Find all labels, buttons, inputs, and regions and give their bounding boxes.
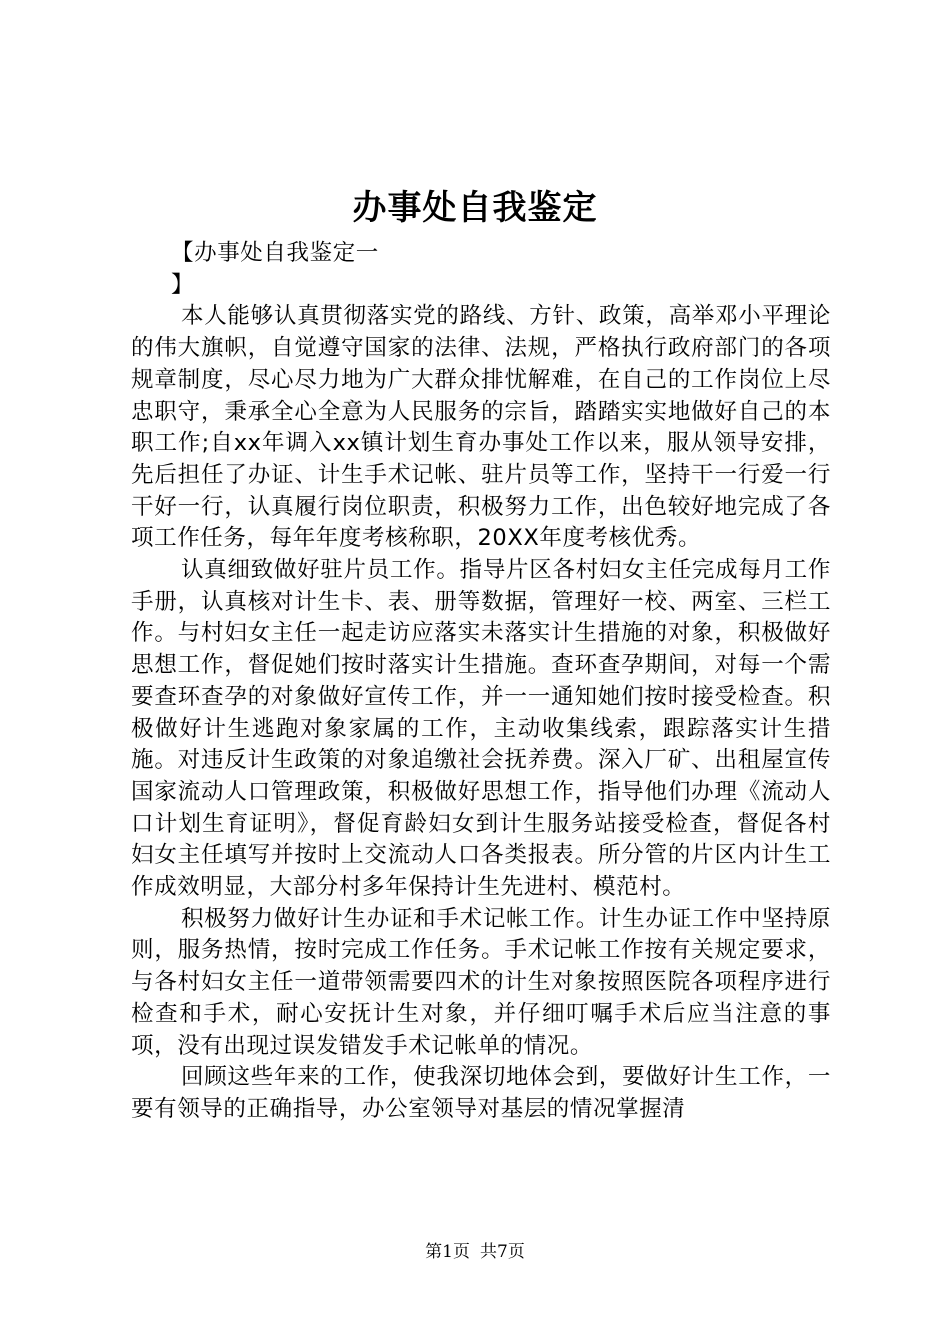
paragraph-4: 回顾这些年来的工作，使我深切地体会到，要做好计生工作，一要有领导的正确指导，办公室领导对基层的情况掌握清 bbox=[131, 1064, 831, 1122]
paragraph-1: 本人能够认真贯彻落实党的路线、方针、政策，高举邓小平理论的伟大旗帜，自觉遵守国家的法律、法规，严格执行政府部门的各项规章制度，尽心尽力地为广大群众排忧解难，在自己的工作岗位上尽忠职守，秉承全心全意为人民服务的宗旨，踏踏实实地做好自己的本职工作;自xx年调入xx镇计划生育办事处工作以来，服从领导安排，先后担任了办证、计生手术记帐、驻片员等工作，坚持干一行爱一行干好一行，认真履行岗位职责，积极努力工作，出色较好地完成了各项工作任务，每年年度考核称职，20XX年度考核优秀。 bbox=[131, 303, 831, 552]
paragraph-2: 认真细致做好驻片员工作。指导片区各村妇女主任完成每月工作手册，认真核对计生卡、表、册等数据，管理好一校、两室、三栏工作。与村妇女主任一起走访应落实未落实计生措施的对象，积极做好思想工作，督促她们按时落实计生措施。查环查孕期间，对每一个需要查环查孕的对象做好宣传工作，并一一通知她们按时接受检查。积极做好计生逃跑对象家属的工作，主动收集线索，跟踪落实计生措施。对违反计生政策的对象追缴社会抚养费。深入厂矿、出租屋宣传国家流动人口管理政策，积极做好思想工作，指导他们办理《流动人口计划生育证明》，督促育龄妇女到计生服务站接受检查，督促各村妇女主任填写并按时上交流动人口各类报表。所分管的片区内计生工作成效明显，大部分村多年保持计生先进村、模范村。 bbox=[131, 557, 831, 901]
document-title: 办事处自我鉴定 bbox=[352, 188, 598, 228]
document-body bbox=[131, 238, 831, 1126]
page-number-total: 共7页 bbox=[480, 1242, 525, 1262]
page-number-current: 第1页 bbox=[425, 1242, 470, 1262]
subtitle-line-2: 】 bbox=[171, 271, 195, 298]
subtitle-line-1: 【办事处自我鉴定一 bbox=[171, 240, 379, 266]
page-footer bbox=[0, 1240, 950, 1264]
paragraph-3: 积极努力做好计生办证和手术记帐工作。计生办证工作中坚持原则，服务热情，按时完成工作任务。手术记帐工作按有关规定要求，与各村妇女主任一道带领需要四术的计生对象按照医院各项程序进行检查和手术，耐心安抚计生对象，并仔细叮嘱手术后应当注意的事项，没有出现过误发错发手术记帐单的情况。 bbox=[131, 905, 831, 1059]
